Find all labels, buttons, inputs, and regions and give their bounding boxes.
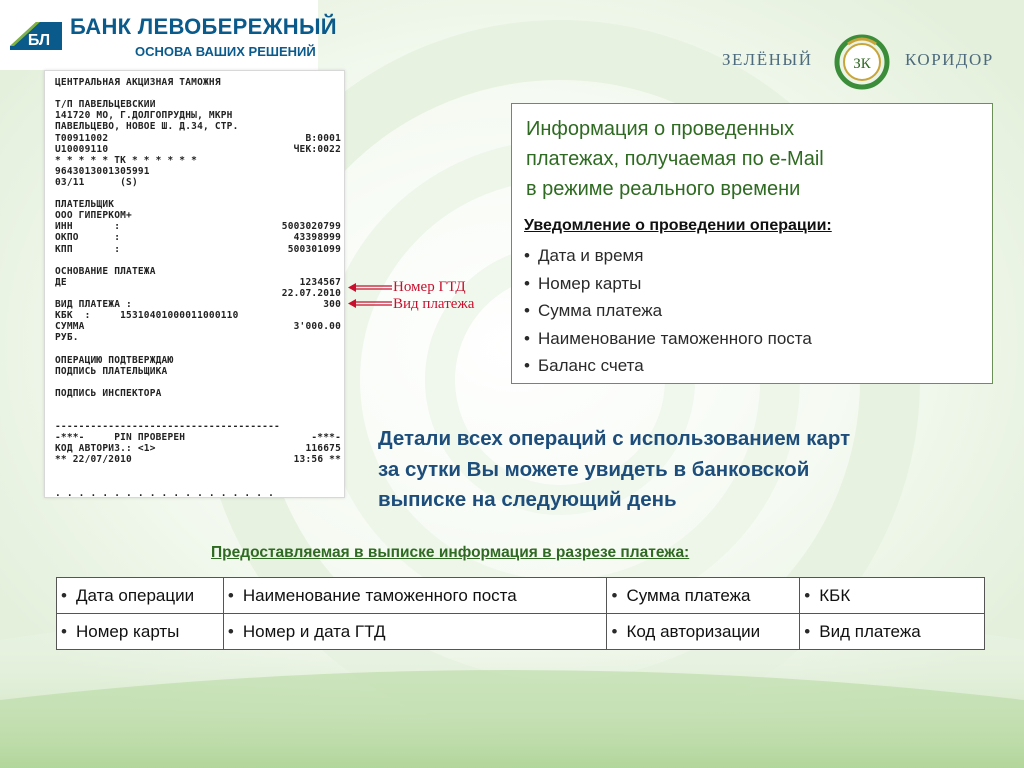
receipt-line-right: 5003020799 [281, 221, 341, 233]
gtd-number-label: Номер ГТД [393, 279, 466, 295]
receipt-line [55, 388, 341, 399]
table-cell [57, 578, 224, 614]
receipt-line [55, 299, 341, 310]
bullet-icon: • [804, 621, 811, 641]
bullet-icon: • [227, 621, 234, 641]
receipt-line-left: ДЕ [55, 276, 67, 288]
receipt-line-left: РУБ. [55, 332, 79, 344]
receipt-line-left: ПАВЕЛЬЦЕВО, НОВОЕ Ш. Д.34, СТР. [55, 121, 239, 133]
receipt-line-left: 9643013001305991 [55, 165, 150, 177]
receipt-line-left: -***- PIN ПРОВЕРЕН [55, 432, 186, 444]
receipt-line-right: В:0001 [305, 132, 341, 144]
receipt-line [55, 232, 341, 243]
table-cell [800, 614, 985, 650]
receipt-line [55, 410, 341, 421]
bullet-icon: • [61, 621, 67, 641]
bullet-icon: • [611, 585, 618, 605]
table-cell-text: Дата операции [76, 585, 195, 605]
table-row [57, 578, 985, 614]
receipt-line [55, 99, 341, 110]
statement-table-heading: Предоставляемая в выписке информация в разрезе платежа: [211, 544, 690, 561]
bank-emblem-icon [6, 18, 66, 54]
receipt-line [55, 199, 341, 210]
receipt-line [55, 466, 341, 477]
receipt-line-left: * * * * * ТК * * * * * * [55, 154, 198, 166]
bank-emblem-text: БЛ [27, 32, 51, 49]
bank-slogan: ОСНОВА ВАШИХ РЕШЕНИЙ [135, 44, 316, 59]
list-item-text: Наименование таможенного поста [538, 328, 812, 348]
bullet-icon: • [524, 301, 530, 320]
bank-logo [0, 0, 337, 70]
payment-type-label: Вид платежа [393, 296, 475, 312]
receipt-line-left: ЦЕНТРАЛЬНАЯ АКЦИЗНАЯ ТАМОЖНЯ [55, 77, 221, 88]
table-cell-text: Вид платежа [819, 621, 921, 641]
receipt-line [55, 454, 341, 465]
table-cell-text: Наименование таможенного поста [242, 585, 517, 605]
bank-name: БАНК ЛЕВОБЕРЕЖНЫЙ [70, 14, 337, 39]
bullet-icon: • [611, 621, 618, 641]
info-title-line: платежах, получаемая по e-Mail [526, 148, 824, 170]
receipt-line-right: 300 [323, 299, 341, 310]
list-item-text: Баланс счета [538, 356, 644, 375]
receipt-line [55, 177, 341, 188]
receipt-line-left: ПЛАТЕЛЬЩИК [55, 199, 115, 211]
table-cell [800, 578, 985, 614]
receipt-line-right: 1234567 [299, 276, 341, 288]
receipt-line [55, 121, 341, 132]
receipt-line [55, 110, 341, 121]
statement-info-table [56, 577, 985, 650]
receipt-line-left: 141720 МО, Г.ДОЛГОПРУДНЫ, МКРН [55, 110, 233, 122]
receipt-line [55, 221, 341, 232]
receipt-line-left: КПП : [55, 243, 121, 255]
receipt-line [55, 210, 341, 221]
details-line: выписке на следующий день [378, 488, 677, 511]
receipt-line [55, 421, 341, 432]
receipt-line [55, 255, 341, 266]
receipt-line [55, 321, 341, 332]
receipt-line-left: ОПЕРАЦИЮ ПОДТВЕРЖДАЮ [55, 354, 174, 366]
receipt-line [55, 355, 341, 366]
green-corridor-left-word: ЗЕЛЁНЫЙ [722, 50, 813, 69]
list-item [524, 352, 812, 380]
table-cell [57, 614, 224, 650]
receipt-line [55, 310, 341, 321]
receipt-line-left: Т00911002 [55, 132, 109, 144]
receipt-line-left: -------------------------------------- [55, 421, 280, 433]
receipt-line [55, 488, 341, 499]
receipt-line [55, 332, 341, 343]
receipt-line-left: ОСНОВАНИЕ ПЛАТЕЖА [55, 265, 156, 277]
receipt-line [55, 244, 341, 255]
bullet-icon: • [524, 273, 530, 293]
bullet-icon: • [61, 585, 67, 605]
receipt-line-left: СУММА [55, 321, 85, 333]
receipt-line [55, 266, 341, 277]
annotation-arrows [340, 275, 400, 315]
receipt-line [55, 88, 341, 99]
table-cell [607, 578, 800, 614]
receipt-line [55, 443, 341, 454]
info-box-title [526, 114, 986, 204]
info-box-list [524, 242, 812, 380]
receipt-line [55, 477, 341, 488]
green-corridor-right-word: КОРИДОР [905, 50, 994, 69]
receipt-line-right: 22.07.2010 [281, 287, 341, 299]
receipt-line-left: КБК : 15310401000011000110 [55, 310, 239, 322]
receipt-line-left: Т/П ПАВЕЛЬЦЕВСКИЙ [55, 99, 156, 111]
receipt-line [55, 188, 341, 199]
table-cell [607, 614, 800, 650]
table-cell-text: Сумма платежа [626, 585, 751, 605]
receipt-line-left: ООО ГИПЕРКОМ+ [55, 210, 132, 222]
receipt-line-left: U10009110 [55, 143, 109, 155]
list-item [524, 325, 812, 353]
receipt-line-left: 03/11 (S) [55, 176, 138, 188]
receipt-line-right: 13:56 ** [293, 454, 341, 466]
receipt-line-right: -***- [311, 432, 341, 444]
receipt-line [55, 366, 341, 377]
bullet-icon: • [227, 585, 234, 605]
list-item-text: Номер карты [538, 273, 642, 293]
bullet-icon: • [524, 356, 530, 375]
table-cell-text: Номер карты [76, 621, 180, 641]
table-cell-text: КБК [819, 585, 851, 605]
receipt-line-right: 3'000.00 [293, 321, 341, 333]
details-paragraph [378, 424, 1008, 516]
receipt-line [55, 133, 341, 144]
receipt-line-left: ВИД ПЛАТЕЖА : [55, 299, 132, 310]
receipt-line-left: ПОДПИСЬ ИНСПЕКТОРА [55, 387, 162, 399]
receipt-line-left: ** 22/07/2010 [55, 454, 132, 466]
receipt-line [55, 399, 341, 410]
receipt-line [55, 432, 341, 443]
table-row [57, 614, 985, 650]
receipt-line [55, 155, 341, 166]
receipt-line-right: ЧЕК:0022 [293, 143, 341, 155]
receipt-line-left: . . . . . . . . . . . . . . . . . . . [55, 487, 275, 499]
list-item [524, 270, 812, 298]
receipt-line [55, 288, 341, 299]
info-box-subtitle: Уведомление о проведении операции: [524, 217, 832, 234]
details-line: за сутки Вы можете увидеть в банковской [378, 457, 810, 481]
details-line: Детали всех операций с использованием карт [378, 427, 851, 450]
list-item [524, 242, 812, 270]
receipt-line-right: 43398999 [293, 232, 341, 244]
list-item-text: Сумма платежа [538, 301, 663, 320]
bullet-icon: • [804, 585, 811, 605]
receipt-line-left: ПОДПИСЬ ПЛАТЕЛЬЩИКА [55, 365, 168, 377]
receipt-line [55, 77, 341, 88]
green-corridor-emblem-icon [834, 34, 890, 90]
list-item-text: Дата и время [538, 246, 644, 265]
info-title-line: Информация о проведенных [526, 118, 795, 140]
customs-receipt [44, 70, 345, 498]
receipt-line-right: 500301099 [287, 243, 341, 255]
receipt-line-left: КОД АВТОРИЗ.: <1> [55, 443, 156, 455]
receipt-line-left: ОКПО : [55, 232, 121, 244]
receipt-line [55, 377, 341, 388]
receipt-line-right: 116675 [305, 443, 341, 455]
table-cell-text: Номер и дата ГТД [242, 621, 386, 641]
receipt-line [55, 166, 341, 177]
receipt-line [55, 343, 341, 354]
info-title-line: в режиме реального времени [526, 178, 801, 200]
table-cell [223, 614, 607, 650]
receipt-line [55, 144, 341, 155]
bullet-icon: • [524, 328, 530, 348]
bullet-icon: • [524, 246, 530, 265]
receipt-line [55, 277, 341, 288]
table-cell [223, 578, 607, 614]
email-info-box [511, 103, 993, 384]
receipt-line-left: ИНН : [55, 221, 121, 233]
table-cell-text: Код авторизации [626, 621, 761, 641]
list-item [524, 297, 812, 325]
green-corridor-emblem-text: ЗК [853, 56, 871, 72]
